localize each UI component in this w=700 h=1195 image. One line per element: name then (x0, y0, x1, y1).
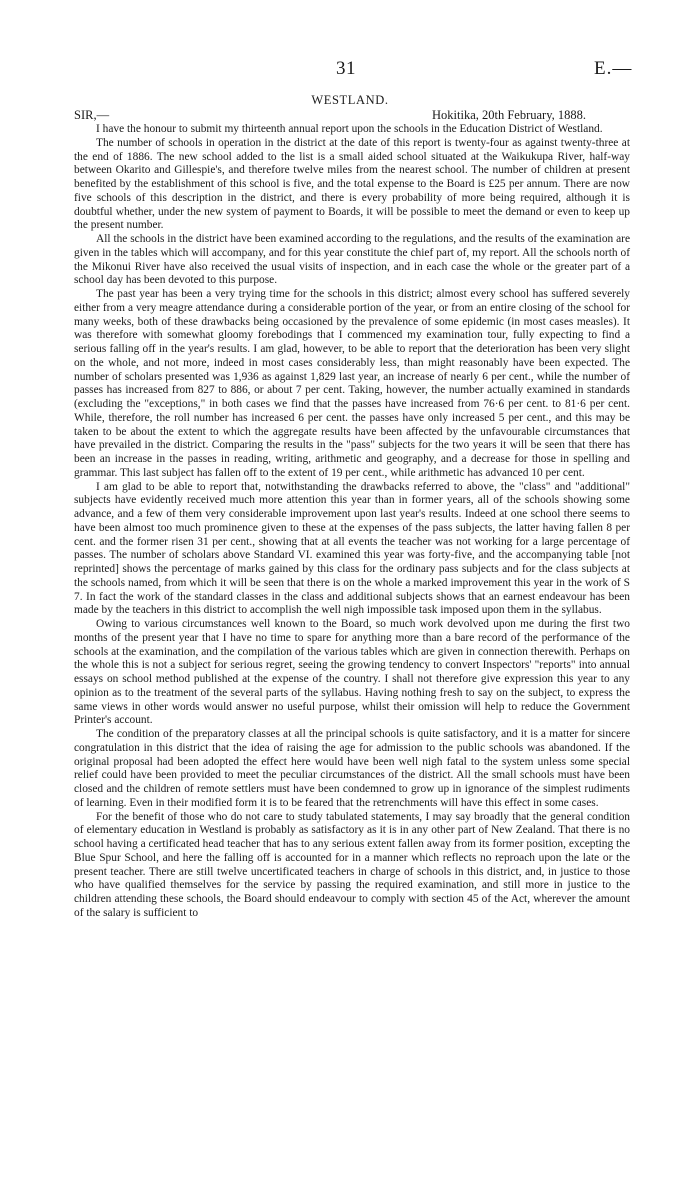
paragraph: The condition of the preparatory classes at all the principal schools is quite satisfactory, and it is a matter for sincere congratulation in this district that the idea of raising the age for admission to the public schools was abandoned. If the original proposal had been adopted the effect here would have been well nigh fatal to the system unless some special relief could have been provided to meet the peculiar circumstances of the district. All the small schools must have been closed and the children of remote settlers must have been condemned to grow up in ignorance of the simplest rudiments of learning. Even in their modified form it is to be feared that the retrenchments will have this effect in some cases. (74, 728, 630, 809)
report-heading: WESTLAND. (311, 93, 389, 107)
paragraph: Owing to various circumstances well known to the Board, so much work devolved upon me during the first two months of the present year that I have no time to spare for anything more than a bare record of the performance of the schools at the examination, and the compilation of the various tables which are given in connection therewith. Perhaps on the whole this is not a subject for serious regret, seeing the growing tendency to convert Inspectors' "reports" into annual essays on school method published at the expense of the country. I shall not therefore give expression this year to any opinion as to the treatment of the several parts of the syllabus. Having nothing fresh to say on the subject, to express the same views in other words would answer no useful purpose, whilst their omission will help to reduce the Government Printer's account. (74, 618, 630, 727)
page-number: 31 (336, 58, 356, 79)
paragraph: The number of schools in operation in the district at the date of this report is twenty-four as against twenty-three at the end of 1886. The new school added to the list is a small aided school situated at the Waikukupa River, half-way between Okarito and Gillespie's, and therefore twelve miles from the nearest school. The number of children at present benefited by the establishment of this school is five, and the total expense to the Board is £25 per annum. There are now five schools of this description in the district, and there is every probability of more being required, although it is doubtful whether, under the new system of payment to Boards, it will be possible to meet the demand or even to keep up the present number. (74, 136, 630, 232)
series-code: E.— (594, 58, 633, 79)
paragraph: The past year has been a very trying time for the schools in this district; almost every school has suffered severely either from a very meagre attendance during a considerable portion of the year, or from an entire closing of the school for many weeks, both of these drawbacks being occasioned by the prevalence of some epidemic (in most cases measles). It was therefore with somewhat gloomy forebodings that I commenced my examination tour, fully expecting to find a serious falling off in the year's results. I am glad, however, to be able to report that the deterioration has been very slight on the whole, and not more, indeed in most cases considerably less, than might reasonably have been expected. The number of scholars presented was 1,936 as against 1,829 last year, an increase of nearly 6 per cent., while the number of passes has increased from 827 to 886, or about 7 per cent. Taking, however, the number actually examined in standards (excluding the "exceptions," in both cases we find that the passes have increased from 76·6 per cent. to 81·6 per cent. While, therefore, the roll number has increased 6 per cent. the passes have only increased 5 per cent., and this may be taken to be about the extent to which the aggregate results have been affected by the unfavourable circumstances that have prevailed in the district. Comparing the results in the "pass" subjects for the two years it will be seen that there has been an increase in the passes in reading, writing, arithmetic and geography, and a decrease for those in spelling and grammar. This last subject has fallen off to the extent of 19 per cent., while arithmetic has advanced 10 per cent. (74, 288, 630, 479)
paragraph: I am glad to be able to report that, notwithstanding the drawbacks referred to above, the "class" and "additional" subjects have evidently received much more attention this year than in former years, all of the schools showing some advance, and a few of them very considerable improvement upon last year's results. Indeed at one school there seems to have been almost too much prominence given to these at the expenses of the pass subjects, the latter having fallen 8 per cent. and the former risen 31 per cent., showing that at all events the teacher was not working for a large percentage of passes. The number of scholars above Standard VI. examined this year was forty-five, and the accompanying table [not reprinted] shows the percentage of marks gained by this class for the ordinary pass subjects and for the class subjects at the schools named, from which it will be seen that there is on the whole a marked improvement this year in the work of S 7. In fact the work of the standard classes in the class and additional subjects shows that an earnest endeavour has been made by the teachers in this district to accomplish the well nigh impossible task imposed upon them in the syllabus. (74, 480, 630, 617)
salutation: SIR,— (74, 108, 110, 122)
report-body (74, 123, 630, 921)
paragraph: All the schools in the district have been examined according to the regulations, and the results of the examination are given in the tables which will accompany, and for this year constitute the chief part of, my report. All the schools north of the Mikonui River have also received the usual visits of inspection, and in each case the whole or the greater part of a school day has been devoted to this purpose. (74, 233, 630, 287)
paragraph: For the benefit of those who do not care to study tabulated statements, I may say broadly that the general condition of elementary education in Westland is probably as satisfactory as it is in any other part of New Zealand. That there is no school having a certificated head teacher that has to any serious extent fallen away from its former position, excepting the Blue Spur School, and here the falling off is accounted for in a manner which reflects no reproach upon the late or the present teacher. There are still twelve uncertificated teachers in charge of schools in this district, and, in justice to those who have qualified themselves for the service by passing the required examination, and still more in justice to the children attending these schools, the Board should endeavour to comply with section 45 of the Act, wherever the amount of the salary is sufficient to (74, 810, 630, 919)
paragraph: I have the honour to submit my thirteenth annual report upon the schools in the Education District of Westland. (96, 123, 603, 135)
page-header (0, 58, 700, 82)
dateline: Hokitika, 20th February, 1888. (432, 108, 587, 122)
